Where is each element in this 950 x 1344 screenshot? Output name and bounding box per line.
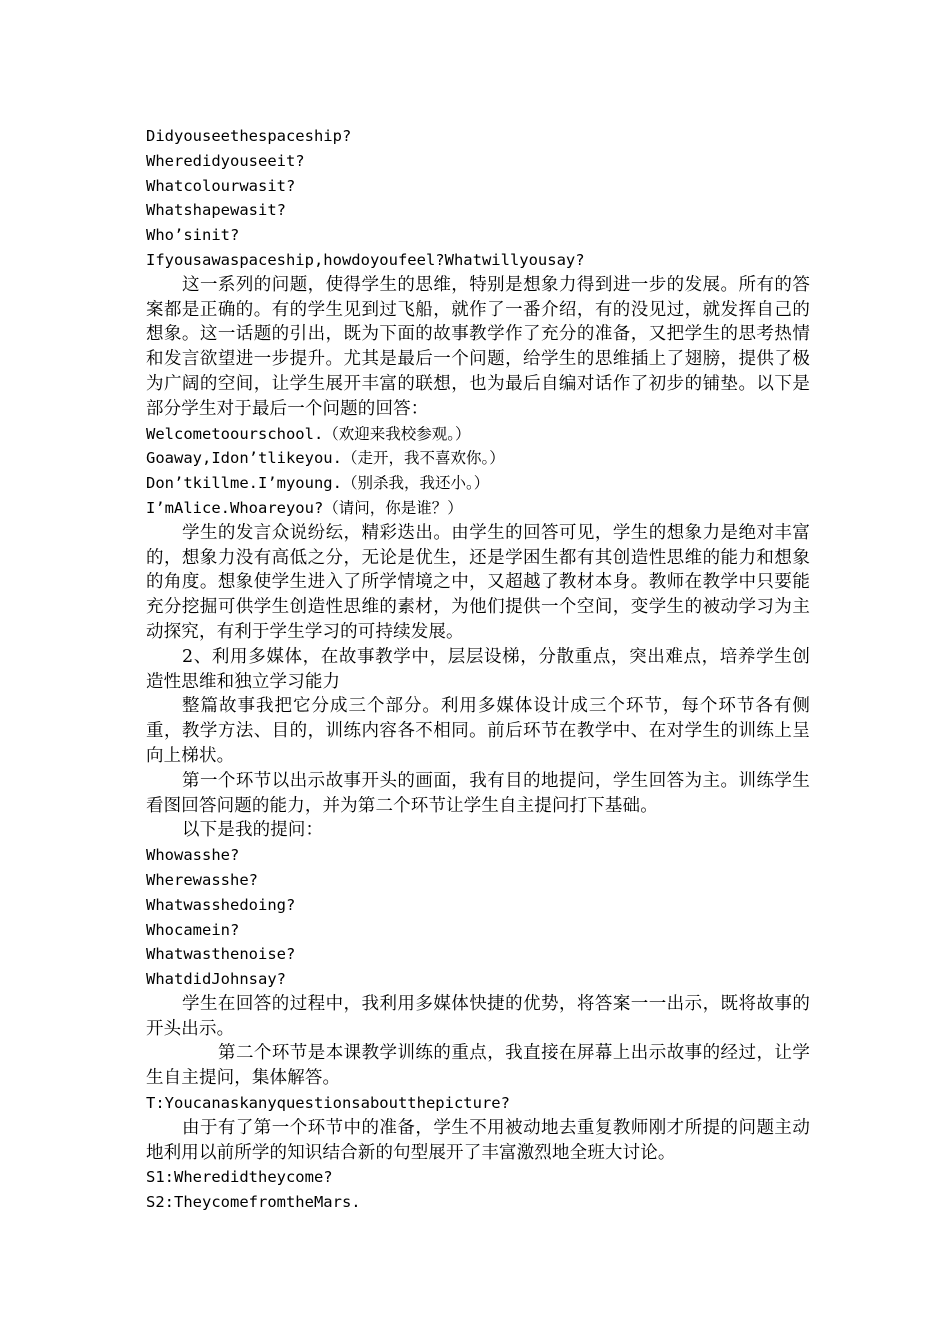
question-line: Whatcolourwasit? [146,176,296,195]
student-answer: Don’tkillme.I’myoung.（别杀我，我还小。） [146,474,490,493]
paragraph: 第一个环节以出示故事开头的画面，我有目的地提问，学生回答为主。训练学生看图回答问题的能力，并为第二个环节让学生自主提问打下基础。 [146,770,810,816]
paragraph: 学生在回答的过程中，我利用多媒体快捷的优势，将答案一一出示，既将故事的开头出示。 [146,993,810,1039]
paragraph: 整篇故事我把它分成三个部分。利用多媒体设计成三个环节，每个环节各有侧重，教学方法、目的，训练内容各不相同。前后环节在教学中、在对学生的训练上呈向上梯状。 [146,696,810,766]
teacher-prompt: T:Youcanaskanyquestionsaboutthepicture? [146,1094,510,1113]
paragraph: 这一系列的问题，使得学生的思维，特别是想象力得到进一步的发展。所有的答案都是正确的。有的学生见到过飞船，就作了一番介绍，有的没见过，就发挥自己的想象。这一话题的引出，既为下面的故事教学作了充分的准备，又把学生的思考热情和发言欲望进一步提升。尤其是最后一个问题，给学生的思维插上了翅膀，提供了极为广阔的空间，让学生展开丰富的联想，也为最后自编对话作了初步的铺垫。以下是部分学生对于最后一个问题的回答： [146,274,810,419]
teacher-question: Whatwasthenoise? [146,945,296,964]
teacher-question: Whatwasshedoing? [146,895,296,914]
student-answer: Goaway,Idon’tlikeyou.（走开，我不喜欢你。） [146,449,505,468]
paragraph: 学生的发言众说纷纭，精彩迭出。由学生的回答可见，学生的想象力是绝对丰富的，想象力没有高低之分，无论是优生，还是学困生都有其创造性思维的能力和想象的角度。想象使学生进入了所学情境之中，又超越了教材本身。教师在教学中只要能充分挖掘可供学生创造性思维的素材，为他们提供一个空间，变学生的被动学习为主动探究，有利于学生学习的可持续发展。 [146,522,810,642]
question-line: Wheredidyouseeit? [146,151,305,170]
student-answer: I’mAlice.Whoareyou?（请问，你是谁？） [146,498,463,517]
teacher-question: Wherewasshe? [146,870,258,889]
section-heading: 2、利用多媒体，在故事教学中，层层设梯，分散重点，突出难点，培养学生创造性思维和独立学习能力 [146,646,810,692]
question-line: Didyouseethespaceship? [146,127,352,145]
teacher-question: Whowasshe? [146,846,240,865]
document-body [146,124,810,1215]
teacher-question: Whocamein? [146,920,240,939]
question-line: Whatshapewasit? [146,201,286,220]
paragraph: 第二个环节是本课教学训练的重点，我直接在屏幕上出示故事的经过，让学生自主提问，集体解答。 [146,1043,810,1089]
student-question: S1:Wheredidtheycome? [146,1168,333,1187]
student-response: S2:TheycomefromtheMars. [146,1193,361,1212]
question-line: Who’sinit? [146,226,240,245]
paragraph: 由于有了第一个环节中的准备，学生不用被动地去重复教师刚才所提的问题主动地利用以前所学的知识结合新的句型展开了丰富激烈地全班大讨论。 [146,1117,810,1163]
teacher-question: WhatdidJohnsay? [146,970,286,989]
question-line: Ifyousawaspaceship,howdoyoufeel?Whatwillyousay? [146,250,585,269]
paragraph: 以下是我的提问： [182,820,324,841]
student-answer: Welcometoourschool.（欢迎来我校参观。） [146,424,471,443]
